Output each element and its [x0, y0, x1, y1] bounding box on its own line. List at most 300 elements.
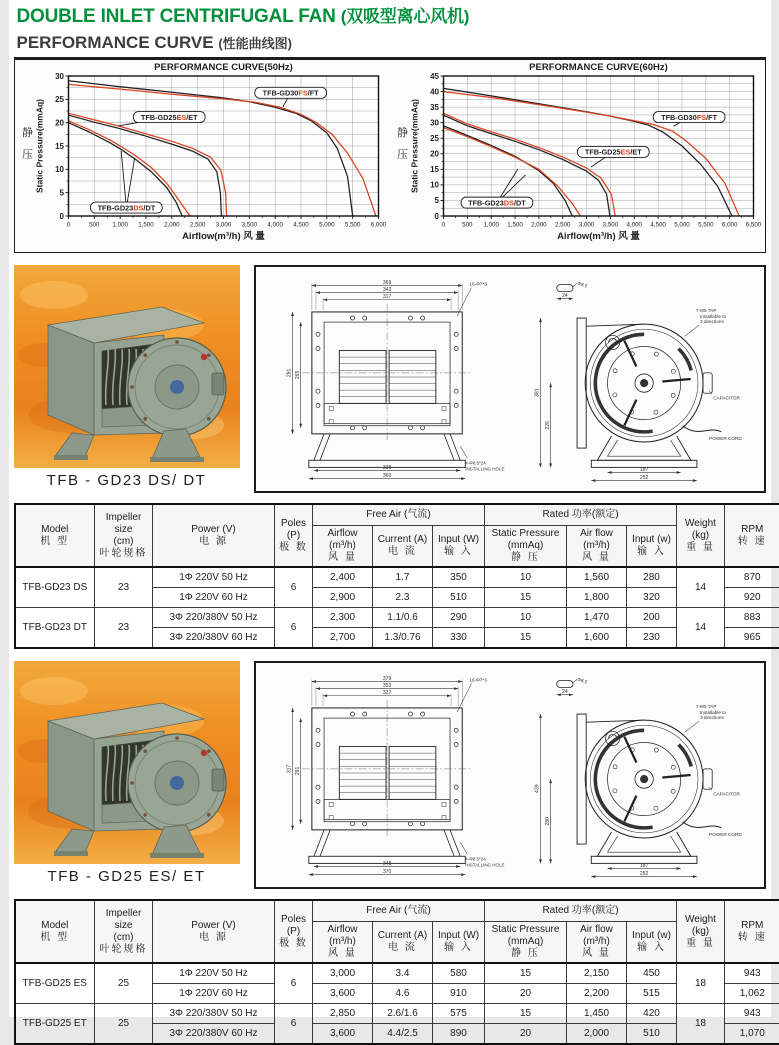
y-axis-label: Static Pressure(mmAq) — [34, 99, 44, 193]
product-section-gd23 — [14, 265, 766, 493]
y-axis-label: Static Pressure(mmAq) — [409, 99, 419, 193]
header-line: 静 压 — [486, 552, 565, 564]
bolt-hole — [454, 799, 458, 803]
chart-title: PERFORMANCE CURVE(60Hz) — [529, 62, 668, 73]
rpm-cell: 943 — [725, 1004, 779, 1024]
header-line: Static Pressure — [486, 924, 565, 936]
chart-title: PERFORMANCE CURVE(50Hz) — [154, 62, 293, 73]
header-line: Weight (kg) — [678, 518, 723, 542]
tap-note: 3 directions — [699, 319, 723, 324]
rated-airflow-cell: 1,600 — [567, 628, 627, 649]
bolt-hole — [420, 316, 424, 320]
header-line: Airflow (m³/h) — [314, 528, 371, 552]
input-cell: 510 — [433, 588, 485, 608]
header-line: 静 压 — [486, 948, 565, 960]
corner-tab — [441, 420, 445, 424]
bolt-hole — [454, 346, 458, 350]
poles-cell: 6 — [275, 567, 313, 608]
col-header-rpm — [725, 504, 779, 567]
tap-note: Installable to — [699, 710, 726, 715]
capacitor-box — [703, 769, 712, 789]
dim-text: 291 — [286, 368, 292, 377]
free-airflow-cell: 2,400 — [313, 567, 373, 588]
bolt-hole — [653, 806, 657, 810]
static-pressure-cell: 20 — [485, 984, 567, 1004]
header-line: Input (W) — [434, 534, 483, 546]
x-tick-label: 6,000 — [370, 222, 386, 229]
table-row — [15, 1004, 779, 1024]
dim-arrow — [539, 859, 542, 863]
right-base-plate — [150, 853, 204, 858]
rpm-cell: 920 — [725, 588, 779, 608]
bolt-hole — [315, 332, 319, 336]
bolt — [143, 813, 147, 817]
dim-arrow — [308, 873, 312, 876]
y-tick-label: 30 — [55, 72, 64, 81]
bolt — [175, 736, 179, 740]
power-cell: 3Φ 220/380V 60 Hz — [153, 628, 275, 649]
section-split — [624, 400, 636, 426]
current-cell: 1.3/0.76 — [373, 628, 433, 649]
product-photo-block-gd25 — [14, 661, 240, 889]
annotation-leader — [126, 158, 134, 207]
dim-arrow — [456, 469, 460, 472]
corner-tab — [329, 816, 333, 820]
junction-box — [212, 373, 224, 395]
col-header-input — [433, 526, 485, 568]
header-line: 重 量 — [678, 542, 723, 554]
y-tick-label: 5 — [434, 196, 439, 205]
feet — [597, 436, 690, 460]
install-note: INSTALLING HOLE — [465, 466, 504, 471]
model-cell: TFB-GD23 DS — [15, 567, 95, 608]
tap-note: 7-M5 TAP — [695, 308, 716, 313]
header-line: 风 量 — [568, 948, 625, 960]
header-line: 叶轮规格 — [96, 944, 151, 956]
dim-arrow — [568, 693, 572, 696]
dim-arrow — [692, 479, 696, 482]
header-line: Poles — [276, 518, 311, 530]
free-airflow-cell: 3,600 — [313, 1024, 373, 1045]
header-line: Power (V) — [154, 920, 273, 932]
header-line: 转 速 — [726, 536, 779, 548]
left-base-plate — [54, 455, 88, 460]
bolt-hole — [454, 785, 458, 789]
page-title-cn: (双吸型离心风机) — [341, 7, 470, 26]
product-section-gd25 — [14, 661, 766, 889]
static-pressure-cell: 20 — [485, 1024, 567, 1045]
product-caption-gd25: TFB - GD25 ES/ ET — [14, 864, 240, 885]
y-axis-label-cn: 静 — [397, 125, 408, 139]
header-line: (mmAq) — [486, 540, 565, 552]
static-pressure-cell: 15 — [485, 963, 567, 984]
dim-text: 379 — [382, 676, 391, 682]
header-line: 电 流 — [374, 942, 431, 954]
product-photo-block-gd23 — [14, 265, 240, 493]
bolt-hole — [612, 393, 616, 397]
dim-arrow — [591, 479, 595, 482]
dim-text: 348 — [382, 861, 391, 867]
dim-arrow — [313, 469, 317, 472]
bolt-hole — [671, 369, 675, 373]
flame-blob — [20, 677, 88, 705]
impeller-cell: 25 — [95, 1004, 153, 1045]
dim-text: 338 — [382, 465, 391, 471]
weight-cell: 14 — [677, 567, 725, 608]
capacitor-note: CAPACITOR — [713, 791, 740, 796]
header-line: 极 数 — [276, 542, 311, 554]
header-line: 转 速 — [726, 932, 779, 944]
table-row — [15, 963, 779, 984]
header-line: Current (A) — [374, 534, 431, 546]
front-view-drawing — [256, 267, 510, 491]
bolt — [143, 749, 147, 753]
section-heading-cn: (性能曲线图) — [218, 36, 292, 51]
y-tick-label: 5 — [59, 188, 64, 197]
hole-note: 16-Φ7*3 — [469, 678, 487, 683]
rated-airflow-cell: 2,000 — [567, 1024, 627, 1045]
dim-text: 187 — [639, 467, 648, 473]
poles-cell: 6 — [275, 608, 313, 649]
bolt-hole — [315, 742, 319, 746]
header-line: 机 型 — [17, 932, 94, 944]
y-tick-label: 20 — [430, 150, 439, 159]
vent-slot — [678, 745, 691, 767]
col-header-static-pressure — [485, 526, 567, 568]
x-tick-label: 500 — [89, 222, 100, 229]
model-cell: TFB-GD23 DT — [15, 608, 95, 649]
free-airflow-cell: 2,900 — [313, 588, 373, 608]
bolt-hole — [350, 426, 354, 430]
impeller-cell: 23 — [95, 567, 153, 608]
hub-label — [170, 380, 184, 394]
current-cell: 3.4 — [373, 963, 433, 984]
header-line: Airflow (m³/h) — [314, 924, 371, 948]
model-cell: TFB-GD25 ES — [15, 963, 95, 1004]
dim-arrow — [323, 694, 327, 697]
rated-airflow-cell: 1,560 — [567, 567, 627, 588]
header-line: Air flow — [568, 924, 625, 936]
power-cord-note: POWER CORD — [709, 832, 742, 837]
static-pressure-cell: 10 — [485, 567, 567, 588]
performance-chart-50hz — [15, 60, 390, 252]
header-line: 输 入 — [628, 942, 675, 954]
y-tick-label: 45 — [430, 72, 439, 81]
power-cord-wire — [682, 822, 721, 828]
impeller-cell: 25 — [95, 963, 153, 1004]
right-base-plate — [150, 457, 204, 462]
performance-chart-60hz — [390, 60, 765, 252]
dim-arrow — [311, 680, 315, 683]
rated-input-cell: 515 — [627, 984, 677, 1004]
x-tick-label: 1,500 — [507, 222, 523, 229]
power-cell: 3Φ 220/380V 50 Hz — [153, 1004, 275, 1024]
dim-arrow — [549, 463, 552, 467]
header-line: RPM — [726, 524, 779, 536]
dim-text: 226 — [544, 421, 550, 430]
header-line: Impeller size — [96, 512, 151, 536]
dim-arrow — [539, 463, 542, 467]
flame-blob — [20, 281, 88, 309]
col-header-input — [433, 922, 485, 964]
bolt-hole — [671, 765, 675, 769]
dim-arrow — [315, 291, 319, 294]
spec-table-gd23 — [14, 503, 779, 649]
dim-text: 353 — [382, 683, 391, 689]
header-line: Input (W) — [434, 930, 483, 942]
header-line: Input (w) — [628, 930, 675, 942]
technical-drawings-gd23 — [254, 265, 766, 493]
col-header-model — [15, 504, 95, 567]
poles-cell: 6 — [275, 1004, 313, 1045]
annotation-text: TFB-GD23DS/DT — [97, 203, 155, 212]
side-view-drawing — [510, 267, 764, 491]
key-slot — [556, 681, 572, 688]
annotation-text: TFB-GD30FS/FT — [661, 113, 718, 122]
bolt-hole — [315, 799, 319, 803]
bolt-hole — [454, 332, 458, 336]
dim-arrow — [458, 680, 462, 683]
bolt — [130, 781, 134, 785]
free-airflow-cell: 2,700 — [313, 628, 373, 649]
y-tick-label: 25 — [430, 134, 439, 143]
header-line: (P) — [276, 530, 311, 542]
product-caption-gd23: TFB - GD23 DS/ DT — [14, 468, 240, 489]
current-cell: 1.1/0.6 — [373, 608, 433, 628]
weight-cell: 14 — [677, 608, 725, 649]
y-axis-label-cn: 压 — [397, 148, 408, 161]
current-cell: 2.6/1.6 — [373, 1004, 433, 1024]
dim-arrow — [454, 687, 458, 690]
corner-tab — [329, 802, 333, 806]
dim-arrow — [556, 693, 560, 696]
dim-text: 317 — [286, 764, 292, 773]
rated-input-cell: 510 — [627, 1024, 677, 1045]
dim-arrow — [461, 477, 465, 480]
install-note: INSTALLING HOLE — [465, 862, 504, 867]
header-line: Current (A) — [374, 930, 431, 942]
y-tick-label: 0 — [434, 212, 439, 221]
corner-tab — [441, 802, 445, 806]
header-line: Weight (kg) — [678, 914, 723, 938]
tap-note: 3 directions — [699, 715, 723, 720]
header-line: 输 入 — [628, 546, 675, 558]
bolt-hole — [408, 712, 412, 716]
x-tick-label: 3,500 — [602, 222, 618, 229]
dim-text: 360 — [382, 473, 391, 479]
rated-input-cell: 280 — [627, 567, 677, 588]
bolt — [207, 417, 211, 421]
technical-drawings-gd25 — [254, 661, 766, 889]
header-line: 风 量 — [314, 948, 371, 960]
group-header-free-air: Free Air (气流) — [313, 504, 485, 526]
shaft — [640, 379, 648, 387]
red-cap — [200, 750, 206, 756]
dim-arrow — [299, 424, 302, 428]
slot-dia-note: Φ8.5 — [576, 677, 588, 685]
header-line: (m³/h) — [568, 540, 625, 552]
leader-line — [460, 842, 467, 854]
group-header-rated: Rated 功率(额定) — [485, 504, 677, 526]
annotation-text: TFB-GD25ES/ET — [584, 148, 641, 157]
performance-curve — [68, 81, 352, 216]
section-split — [624, 796, 636, 822]
dim-arrow — [456, 865, 460, 868]
capacitor-note: CAPACITOR — [713, 395, 740, 400]
datasheet-page — [9, 0, 771, 1017]
table-row — [15, 567, 779, 588]
free-airflow-cell: 2,850 — [313, 1004, 373, 1024]
col-header-static-pressure — [485, 922, 567, 964]
dim-arrow — [299, 718, 302, 722]
col-header-power — [153, 504, 275, 567]
rated-airflow-cell: 2,200 — [567, 984, 627, 1004]
header-line: Static Pressure — [486, 528, 565, 540]
header-line: 电 源 — [154, 536, 273, 548]
bolt-hole — [315, 785, 319, 789]
corner-tab — [441, 816, 445, 820]
y-tick-label: 10 — [55, 165, 64, 174]
dim-arrow — [315, 687, 319, 690]
header-line: 机 型 — [17, 536, 94, 548]
header-line: Poles — [276, 914, 311, 926]
dim-arrow — [607, 471, 611, 474]
dim-arrow — [607, 867, 611, 870]
col-header-weight — [677, 900, 725, 963]
bolt-hole — [612, 789, 616, 793]
power-cell: 1Φ 220V 50 Hz — [153, 963, 275, 984]
bolt-hole — [350, 712, 354, 716]
col-header-current — [373, 922, 433, 964]
x-tick-label: 4,500 — [650, 222, 666, 229]
col-header-rated-airflow — [567, 922, 627, 964]
dim-text: 187 — [639, 863, 648, 869]
power-cell: 1Φ 220V 60 Hz — [153, 984, 275, 1004]
rpm-cell: 943 — [725, 963, 779, 984]
spec-table-gd25 — [14, 899, 779, 1045]
y-tick-label: 10 — [430, 181, 439, 190]
dim-arrow — [676, 471, 680, 474]
col-header-airflow — [313, 922, 373, 964]
input-cell: 890 — [433, 1024, 485, 1045]
leader-line — [460, 446, 467, 458]
header-line: (mmAq) — [486, 936, 565, 948]
rated-input-cell: 420 — [627, 1004, 677, 1024]
bolt — [207, 813, 211, 817]
power-cell: 3Φ 220/380V 50 Hz — [153, 608, 275, 628]
dim-text: 370 — [382, 869, 391, 875]
table-row — [15, 608, 779, 628]
current-cell: 4.4/2.5 — [373, 1024, 433, 1045]
product-photo-gd25 — [14, 661, 240, 864]
performance-charts-panel — [14, 57, 766, 253]
rated-airflow-cell: 1,450 — [567, 1004, 627, 1024]
free-airflow-cell: 2,300 — [313, 608, 373, 628]
x-tick-label: 500 — [462, 222, 473, 229]
performance-curve — [68, 84, 375, 216]
power-cord-note: POWER CORD — [709, 436, 742, 441]
dim-arrow — [313, 865, 317, 868]
y-tick-label: 15 — [430, 165, 439, 174]
power-cell: 1Φ 220V 50 Hz — [153, 567, 275, 588]
free-airflow-cell: 3,600 — [313, 984, 373, 1004]
page-title-en: DOUBLE INLET CENTRIFUGAL FAN — [17, 6, 336, 27]
bolt-hole — [654, 352, 658, 356]
col-header-rated-airflow — [567, 526, 627, 568]
header-line: 风 量 — [568, 552, 625, 564]
annotation-text: TFB-GD25ES/ET — [140, 113, 197, 122]
dim-arrow — [291, 312, 294, 316]
bolt-hole — [420, 426, 424, 430]
section-heading — [17, 33, 763, 53]
bolt-hole — [454, 389, 458, 393]
dim-text: 291 — [294, 767, 300, 776]
vent-slot — [601, 730, 643, 754]
rated-input-cell: 320 — [627, 588, 677, 608]
static-pressure-cell: 15 — [485, 1004, 567, 1024]
dim-arrow — [549, 383, 552, 387]
bolt — [207, 749, 211, 753]
input-cell: 575 — [433, 1004, 485, 1024]
dim-text: 24 — [562, 293, 568, 299]
col-header-current — [373, 526, 433, 568]
header-line: (P) — [276, 926, 311, 938]
rpm-cell: 870 — [725, 567, 779, 588]
section-heading-en: PERFORMANCE CURVE — [17, 33, 214, 52]
dim-arrow — [291, 826, 294, 830]
annotation-text: TFB-GD30FS/FT — [262, 89, 319, 98]
dim-arrow — [676, 867, 680, 870]
header-line: Model — [17, 920, 94, 932]
rated-airflow-cell: 1,800 — [567, 588, 627, 608]
rpm-cell: 1,062 — [725, 984, 779, 1004]
bolt-hole — [671, 393, 675, 397]
power-cord-wire — [682, 426, 721, 432]
bolt-hole — [420, 822, 424, 826]
dim-text: 369 — [382, 280, 391, 286]
performance-chart-svg — [390, 60, 765, 252]
current-cell: 4.6 — [373, 984, 433, 1004]
dim-arrow — [454, 291, 458, 294]
red-cap — [200, 354, 206, 360]
leader-line — [457, 288, 471, 316]
bolt-hole — [362, 316, 366, 320]
header-line: 极 数 — [276, 938, 311, 950]
fan-photo-svg — [14, 661, 240, 864]
bolt-hole — [315, 728, 319, 732]
header-line: Air flow — [568, 528, 625, 540]
y-axis-label-cn: 静 — [22, 125, 33, 139]
header-line: Input (w) — [628, 534, 675, 546]
x-axis-label: Airflow(m³/h) 风 量 — [557, 230, 640, 242]
col-header-airflow — [313, 526, 373, 568]
bolt-hole — [613, 765, 617, 769]
capacitor-box — [703, 373, 712, 393]
hole-note: 16-Φ7*3 — [469, 282, 487, 287]
side-view-drawing — [510, 663, 764, 887]
dim-arrow — [447, 694, 451, 697]
col-header-model — [15, 900, 95, 963]
header-line: 电 流 — [374, 546, 431, 558]
leader-line — [457, 684, 471, 712]
x-tick-label: 1,500 — [138, 222, 154, 229]
dim-text: 343 — [382, 287, 391, 293]
weight-cell: 18 — [677, 963, 725, 1004]
x-tick-label: 5,000 — [674, 222, 690, 229]
y-tick-label: 25 — [55, 95, 64, 104]
x-tick-label: 0 — [441, 222, 445, 229]
col-header-rated-input — [627, 922, 677, 964]
